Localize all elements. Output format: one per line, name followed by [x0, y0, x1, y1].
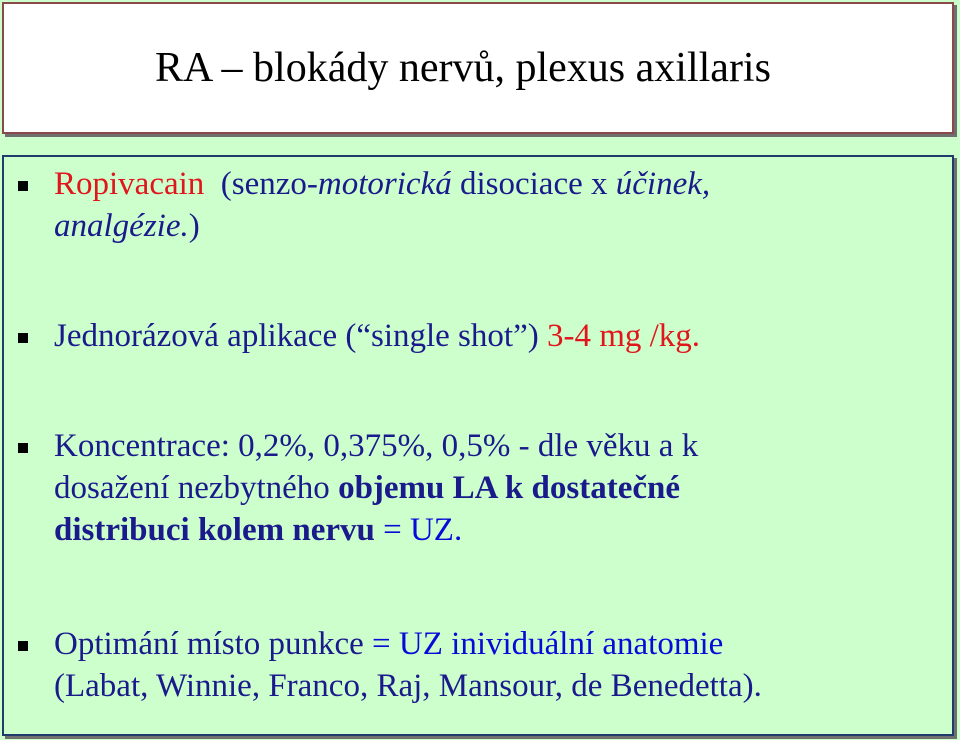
drug-name: Ropivacain	[54, 166, 205, 202]
koncentrace-line1: Koncentrace: 0,2%, 0,375%, 0,5% - dle věku a k	[54, 428, 699, 464]
optimani-line2: (Labat, Winnie, Franco, Raj, Mansour, de Benedetta).	[54, 668, 762, 704]
dose-text: 3-4 mg /kg.	[546, 318, 701, 354]
bullet-text	[54, 163, 944, 247]
bullet-square-icon	[18, 333, 28, 343]
content-box	[2, 155, 954, 736]
koncentrace-line3a: distribuci kolem nervu	[54, 512, 384, 548]
title-box	[2, 2, 954, 134]
koncentrace-line2b: objemu LA k dostatečné	[338, 470, 680, 506]
analgezie-text: analgézie.	[54, 208, 189, 244]
koncentrace-line2a: dosažení nezbytného	[54, 470, 339, 506]
senzo-text: (senzo-	[220, 166, 318, 202]
bullet-square-icon	[18, 443, 28, 453]
close-paren: )	[188, 208, 200, 244]
bullet-text	[54, 623, 944, 707]
bullet-text	[54, 425, 944, 551]
ucinek-text: účinek,	[615, 166, 711, 202]
motoricka-text: motorická	[317, 166, 452, 202]
optimani-line1b: = UZ inividuální anatomie	[372, 626, 724, 662]
koncentrace-line3b: = UZ.	[383, 512, 463, 548]
slide-title: RA – blokády nervů, plexus axillaris	[155, 45, 771, 91]
disociace-text: disociace x	[451, 166, 616, 202]
bullet-text	[54, 315, 944, 357]
bullet-square-icon	[18, 181, 28, 191]
optimani-line1a: Optimání místo punkce	[54, 626, 373, 662]
single-shot-text: Jednorázová aplikace (“single shot”)	[54, 318, 547, 354]
bullet-square-icon	[18, 641, 28, 651]
